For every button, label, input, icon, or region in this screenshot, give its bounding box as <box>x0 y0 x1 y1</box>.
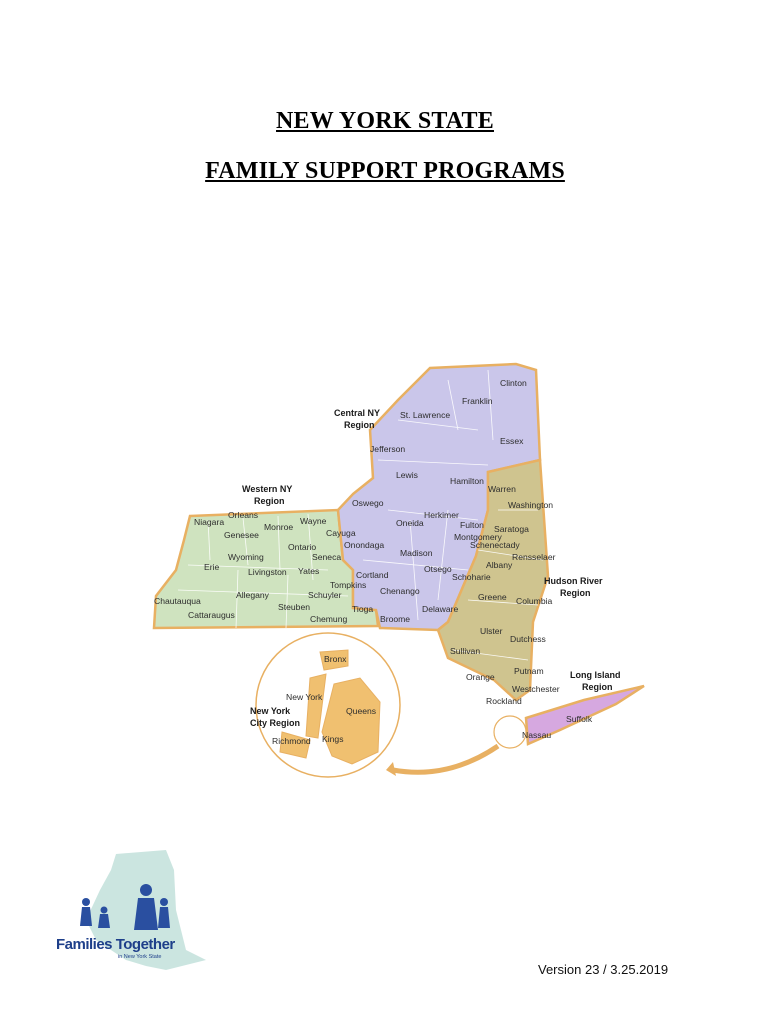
region-label-hudson-2: Region <box>560 588 591 598</box>
region-label-central-2: Region <box>344 420 375 430</box>
county-label-monroe: Monroe <box>264 522 294 532</box>
county-label-bronx: Bronx <box>324 654 347 664</box>
region-label-central: Central NY <box>334 408 381 418</box>
county-label-cayuga: Cayuga <box>326 528 356 538</box>
county-label-suffolk: Suffolk <box>566 714 593 724</box>
county-label-sullivan: Sullivan <box>450 646 481 656</box>
county-label-schuyler: Schuyler <box>308 590 342 600</box>
county-label-wayne: Wayne <box>300 516 327 526</box>
county-label-tompkins: Tompkins <box>330 580 367 590</box>
county-label-genesee: Genesee <box>224 530 259 540</box>
county-label-rensselaer: Rensselaer <box>512 552 556 562</box>
county-label-rockland: Rockland <box>486 696 522 706</box>
county-label-albany: Albany <box>486 560 513 570</box>
county-label-nassau: Nassau <box>522 730 552 740</box>
county-label-chautauqua: Chautauqua <box>154 596 201 606</box>
county-label-saratoga: Saratoga <box>494 524 529 534</box>
county-label-livingston: Livingston <box>248 567 287 577</box>
county-label-broome: Broome <box>380 614 411 624</box>
document-title-line1: NEW YORK STATE <box>276 108 494 134</box>
county-label-oswego: Oswego <box>352 498 384 508</box>
region-label-nyc-2: City Region <box>250 718 301 728</box>
county-label-cortland: Cortland <box>356 570 389 580</box>
county-label-clinton: Clinton <box>500 378 527 388</box>
county-label-niagara: Niagara <box>194 517 225 527</box>
region-label-long-island: Long Island <box>570 670 621 680</box>
county-label-otsego: Otsego <box>424 564 452 574</box>
county-label-wyoming: Wyoming <box>228 552 264 562</box>
county-label-fulton: Fulton <box>460 520 484 530</box>
county-label-orleans: Orleans <box>228 510 259 520</box>
county-label-franklin: Franklin <box>462 396 493 406</box>
county-label-allegany: Allegany <box>236 590 269 600</box>
region-label-hudson: Hudson River <box>544 576 603 586</box>
county-label-tioga: Tioga <box>352 604 374 614</box>
county-label-lewis: Lewis <box>396 470 418 480</box>
county-label-onondaga: Onondaga <box>344 540 385 550</box>
county-label-ontario: Ontario <box>288 542 317 552</box>
county-label-new-york: New York <box>286 692 323 702</box>
region-label-western: Western NY <box>242 484 293 494</box>
county-label-montgomery: Montgomery <box>454 532 502 542</box>
county-label-jefferson: Jefferson <box>370 444 406 454</box>
county-label-richmond: Richmond <box>272 736 311 746</box>
county-label-kings: Kings <box>322 734 344 744</box>
county-label-erie: Erie <box>204 562 220 572</box>
county-label-warren: Warren <box>488 484 516 494</box>
county-label-chemung: Chemung <box>310 614 348 624</box>
county-label-hamilton: Hamilton <box>450 476 484 486</box>
county-label-yates: Yates <box>298 566 320 576</box>
county-label-putnam: Putnam <box>514 666 544 676</box>
county-label-orange: Orange <box>466 672 495 682</box>
county-label-chenango: Chenango <box>380 586 420 596</box>
document-title-line2: FAMILY SUPPORT PROGRAMS <box>205 158 565 184</box>
county-label-ulster: Ulster <box>480 626 503 636</box>
county-label-delaware: Delaware <box>422 604 459 614</box>
county-label-greene: Greene <box>478 592 507 602</box>
county-label-herkimer: Herkimer <box>424 510 459 520</box>
county-label-schoharie: Schoharie <box>452 572 491 582</box>
county-label-st-lawrence: St. Lawrence <box>400 410 451 420</box>
families-together-logo <box>56 850 216 980</box>
county-label-schenectady: Schenectady <box>470 540 520 550</box>
county-label-madison: Madison <box>400 548 433 558</box>
county-label-columbia: Columbia <box>516 596 553 606</box>
region-label-western-2: Region <box>254 496 285 506</box>
county-label-essex: Essex <box>500 436 524 446</box>
county-label-steuben: Steuben <box>278 602 311 612</box>
county-label-dutchess: Dutchess <box>510 634 546 644</box>
county-label-westchester: Westchester <box>512 684 560 694</box>
county-label-oneida: Oneida <box>396 518 424 528</box>
version-text: Version 23 / 3.25.2019 <box>538 962 669 977</box>
region-label-long-island-2: Region <box>582 682 613 692</box>
county-label-seneca: Seneca <box>312 552 342 562</box>
new-york-regions-map <box>148 360 648 800</box>
county-label-washington: Washington <box>508 500 554 510</box>
county-label-queens: Queens <box>346 706 377 716</box>
logo-subtitle: in New York State <box>118 954 162 960</box>
region-label-nyc: New York <box>250 706 291 716</box>
logo-name: Families Together <box>56 936 175 953</box>
county-label-cattaraugus: Cattaraugus <box>188 610 235 620</box>
